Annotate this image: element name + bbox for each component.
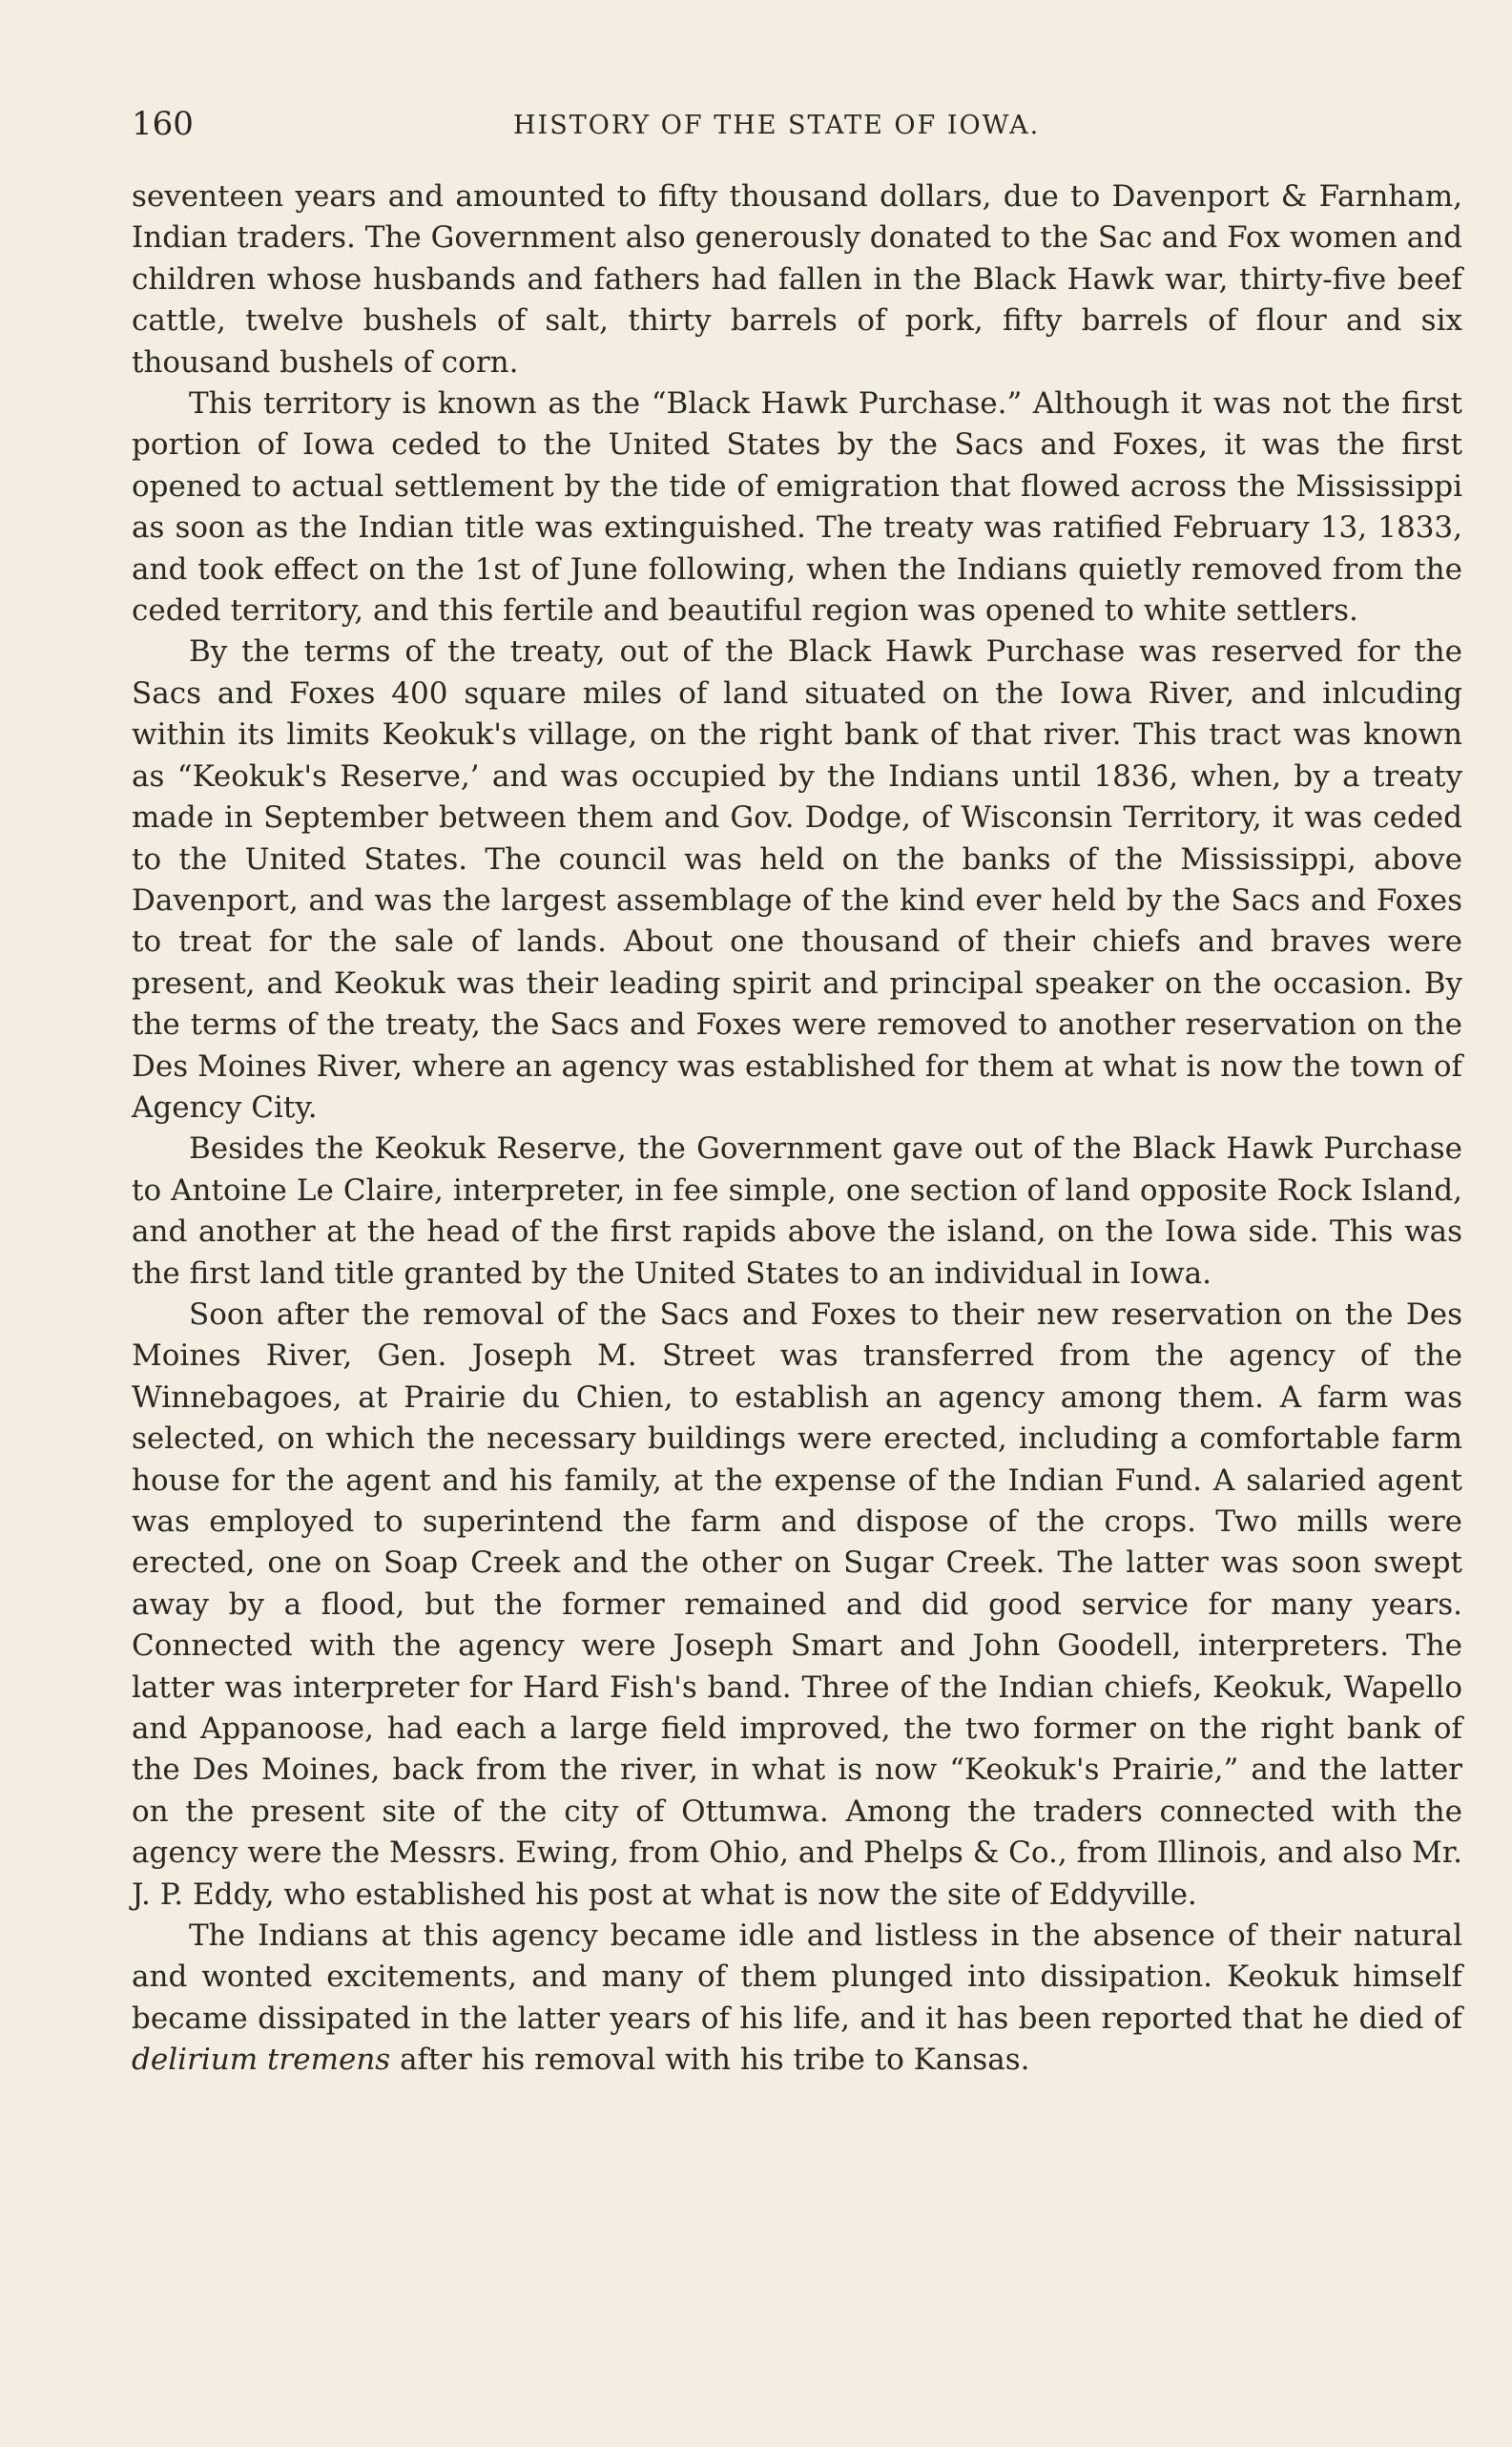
paragraph-le-claire-grant: Besides the Keokuk Reserve, the Government gave out of the Black Hawk Purchase to Antoine Le Claire, interpreter, in fee simple, one section of land opposite Rock Island, and another at the head of the first rapids above the island, on the Iowa side. This was the first land title granted by the United States to an individual in Iowa. [132,1131,1462,1291]
paragraph-continuation: seventeen years and amounted to fifty thousand dollars, due to Davenport & Farnham, Indian traders. The Government also generously donated to the Sac and Fox women and children whose husbands and fathers had fallen in the Black Hawk war, thirty-five beef cattle, twelve bushels of salt, thirty barrels of pork, fifty barrels of flour and six thousand bushels of corn. [132,179,1462,380]
paragraph-dissipation [132,1916,1462,2082]
body-text [132,176,1462,2082]
paragraph-dissipation-text-before: The Indians at this agency became idle and listless in the absence of their natural and wonted excitements, and many of them plunged into dissipation. Keokuk himself became dissipated in the latter years of his life, and it has been reported that he died of [132,1918,1462,2036]
page-number: 160 [132,105,194,143]
italic-phrase: delirium tremens [132,2043,391,2078]
running-title: HISTORY OF THE STATE OF IOWA. [513,111,1041,140]
paragraph-street-agency: Soon after the removal of the Sacs and Foxes to their new reservation on the Des Moines River, Gen. Joseph M. Street was transferred from the agency of the Winnebagoes, at Prairie du Chien, to establish an agency among them. A farm was selected, on which the necessary buildings were erected, including a comfortable farm house for the agent and his family, at the expense of the Indian Fund. A salaried agent was employed to superintend the farm and dispose of the crops. Two mills were erected, one on Soap Creek and the other on Sugar Creek. The latter was soon swept away by a flood, but the former remained and did good service for many years. Connected with the agency were Joseph Smart and John Goodell, interpreters. The latter was interpreter for Hard Fish's band. Three of the Indian chiefs, Keokuk, Wapello and Appanoose, had each a large field improved, the two former on the right bank of the Des Moines, back from the river, in what is now “Keokuk's Prairie,” and the latter on the present site of the city of Ottumwa. Among the traders connected with the agency were the Messrs. Ewing, from Ohio, and Phelps & Co., from Illinois, and also Mr. J. P. Eddy, who established his post at what is now the site of Eddyville. [132,1296,1462,1912]
page-header [132,100,1462,148]
paragraph-keokuk-reserve: By the terms of the treaty, out of the Black Hawk Purchase was reserved for the Sacs and Foxes 400 square miles of land situated on the Iowa River, and inlcuding within its limits Keokuk's village, on the right bank of that river. This tract was known as “Keokuk's Reserve,’ and was occupied by the Indians until 1836, when, by a treaty made in September between them and Gov. Dodge, of Wisconsin Territory, it was ceded to the United States. The council was held on the banks of the Mississippi, above Davenport, and was the largest assemblage of the kind ever held by the Sacs and Foxes to treat for the sale of lands. About one thousand of their chiefs and braves were present, and Keokuk was their leading spirit and principal speaker on the occasion. By the terms of the treaty, the Sacs and Foxes were removed to another reservation on the Des Moines River, where an agency was established for them at what is now the town of Agency City. [132,634,1462,1125]
paragraph-black-hawk-purchase: This territory is known as the “Black Hawk Purchase.” Although it was not the first portion of Iowa ceded to the United States by the Sacs and Foxes, it was the first opened to actual settlement by the tide of emigration that flowed across the Mississippi as soon as the Indian title was extinguished. The treaty was ratified February 13, 1833, and took effect on the 1st of June following, when the Indians quietly removed from the ceded territory, and this fertile and beautiful region was opened to white settlers. [132,386,1462,629]
paragraph-dissipation-text-after: after his removal with his tribe to Kansas. [390,2043,1030,2078]
